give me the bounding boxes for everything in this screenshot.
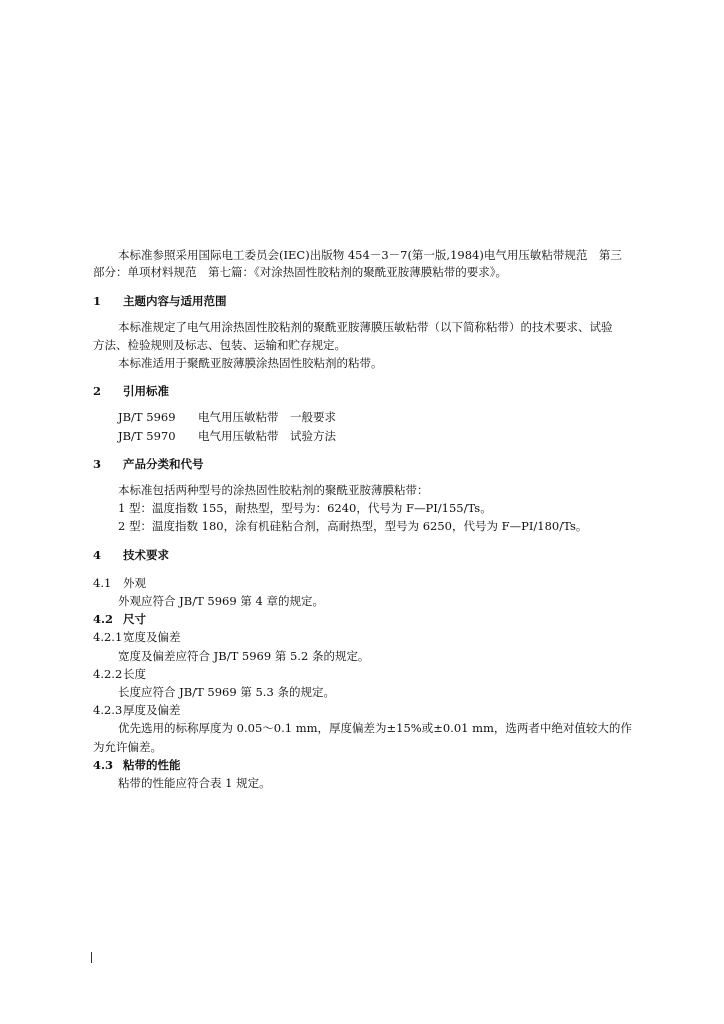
subsection-number: 4.2.2 [93, 667, 123, 681]
section-4-title: 技术要求 [123, 548, 169, 562]
reference-title: 电气用压敏粘带 试验方法 [198, 429, 336, 443]
subsection-number: 4.3 [93, 758, 114, 772]
section-4-number: 4 [93, 548, 102, 562]
subsection-number: 4.2 [93, 612, 114, 626]
section-3-para-1: 本标准包括两种型号的涂热固性胶粘剂的聚酰亚胺薄膜粘带： [118, 483, 429, 497]
section-3-number: 3 [93, 457, 102, 471]
section-3-para-2: 1 型：温度指数 155，耐热型，型号为：6240，代号为 F—PI/155/Ts。 [118, 501, 492, 515]
subsection-4-3-heading [93, 758, 181, 772]
section-1-para-2: 本标准适用于聚酰亚胺薄膜涂热固性胶粘剂的粘带。 [118, 356, 383, 370]
reference-title: 电气用压敏粘带 一般要求 [198, 410, 336, 424]
section-2-heading [93, 384, 169, 398]
page-margin-mark [91, 952, 92, 963]
reference-item [118, 429, 336, 443]
subsection-4-2-3-text-1: 优先选用的标称厚度为 0.05～0.1 mm，厚度偏差为±15%或±0.01 mm，选两者中绝对值较大的作 [118, 721, 632, 735]
subsection-4-1-text: 外观应符合 JB/T 5969 第 4 章的规定。 [118, 594, 324, 608]
subsection-4-2-1-text: 宽度及偏差应符合 JB/T 5969 第 5.2 条的规定。 [118, 649, 370, 663]
section-2-title: 引用标准 [123, 384, 169, 398]
subsection-4-2-2-heading [93, 667, 146, 681]
subsection-4-2-1-heading [93, 630, 181, 644]
subsection-number: 4.1 [93, 576, 112, 590]
subsection-title: 厚度及偏差 [123, 703, 181, 717]
subsection-4-2-3-heading [93, 703, 181, 717]
subsection-4-2-2-text: 长度应符合 JB/T 5969 第 5.3 条的规定。 [118, 685, 335, 699]
subsection-number: 4.2.1 [93, 630, 123, 644]
section-4-heading [93, 548, 169, 562]
subsection-title: 外观 [123, 576, 146, 590]
section-3-title: 产品分类和代号 [123, 457, 204, 471]
reference-item [118, 410, 336, 424]
section-1-number: 1 [93, 294, 102, 308]
intro-line-1: 本标准参照采用国际电工委员会(IEC)出版物 454－3－7(第一版,1984)电气用压敏粘带规范 第三 [118, 248, 622, 262]
section-1-para-1a: 本标准规定了电气用涂热固性胶粘剂的聚酰亚胺薄膜压敏粘带（以下简称粘带）的技术要求、试验 [118, 320, 613, 334]
section-3-heading [93, 457, 204, 471]
subsection-title: 宽度及偏差 [123, 630, 181, 644]
section-1-title: 主题内容与适用范围 [123, 294, 227, 308]
section-3-para-3: 2 型：温度指数 180，涂有机硅粘合剂，高耐热型，型号为 6250，代号为 F—PI/180/Ts。 [118, 519, 588, 533]
subsection-title: 尺寸 [123, 612, 146, 626]
subsection-4-2-3-text-2: 为允许偏差。 [93, 740, 162, 754]
subsection-4-1-heading [93, 576, 146, 590]
subsection-title: 粘带的性能 [123, 758, 181, 772]
subsection-number: 4.2.3 [93, 703, 123, 717]
subsection-4-3-text: 粘带的性能应符合表 1 规定。 [118, 776, 271, 790]
subsection-4-2-heading [93, 612, 146, 626]
reference-code: JB/T 5969 [118, 410, 176, 424]
intro-line-2: 部分：单项材料规范 第七篇：《对涂热固性胶粘剂的聚酰亚胺薄膜粘带的要求》。 [93, 265, 507, 279]
subsection-title: 长度 [123, 667, 146, 681]
section-2-number: 2 [93, 384, 102, 398]
section-1-heading [93, 294, 227, 308]
reference-code: JB/T 5970 [118, 429, 176, 443]
section-1-para-1b: 方法、检验规则及标志、包装、运输和贮存规定。 [93, 338, 346, 352]
